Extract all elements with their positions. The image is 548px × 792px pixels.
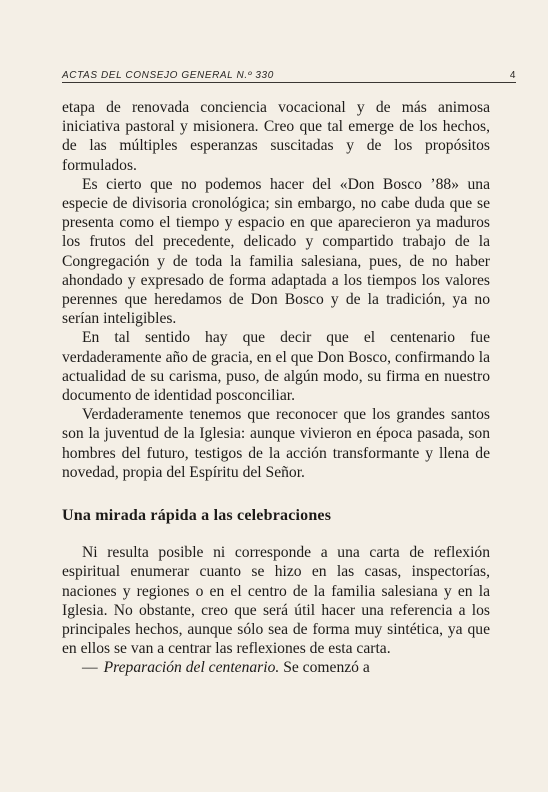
running-header-title: ACTAS DEL CONSEJO GENERAL N.º 330 [62, 70, 274, 81]
paragraph-4: Verdaderamente tenemos que reconocer que los grandes santos son la juventud de la Iglesia: aunque vivieron en época pasada, son hombres del futuro, testigos de la acción transformante y llena de novedad, propia del Espíritu del Señor. [62, 406, 490, 481]
body-text [62, 98, 490, 678]
subsection-text: Se comenzó a [283, 659, 370, 677]
subsection-intro [62, 658, 490, 677]
page-number: 4 [509, 70, 516, 81]
section-heading: Una mirada rápida a las celebraciones [62, 507, 332, 525]
header-rule [62, 82, 516, 83]
paragraph-2: Es cierto que no podemos hacer del «Don Bosco ’88» una especie de divisoria cronológica; sin embargo, no cabe duda que se presenta como el tiempo y espacio en que aparecieron ya maduros los frutos del precedente, delicado y compartido trabajo de la Congregación y de toda la familia salesiana, pues, de no haber ahondado y expresado de forma adaptada a los tiempos los valores perennes que heredamos de Don Bosco y de la tradición, ya no serían inteligibles. [62, 175, 490, 328]
section-paragraph: Ni resulta posible ni corresponde a una carta de reflexión espiritual enumerar cuanto se hizo en las casas, inspectorías, naciones y regiones o en el centro de la familia salesiana y en la Iglesia. No obstante, creo que será útil hacer una referencia a los principales hechos, aunque sólo sea de forma muy sintética, ya que en ellos se van a centrar las reflexiones de esta carta. [62, 544, 490, 658]
paragraph-1: etapa de renovada conciencia vocacional y de más animosa iniciativa pastoral y misionera. Creo que tal emerge de los hechos, de las múltiples esperanzas suscitadas y de los propósitos formulados. [62, 99, 490, 174]
subsection-dash: — [82, 659, 98, 677]
subsection-title: Preparación del centenario. [103, 659, 280, 677]
paragraph-3: En tal sentido hay que decir que el centenario fue verdaderamente año de gracia, en el que Don Bosco, confirmando la actualidad de su carisma, puso, de algún modo, su firma en nuestro documento de identidad posconciliar. [62, 329, 490, 405]
